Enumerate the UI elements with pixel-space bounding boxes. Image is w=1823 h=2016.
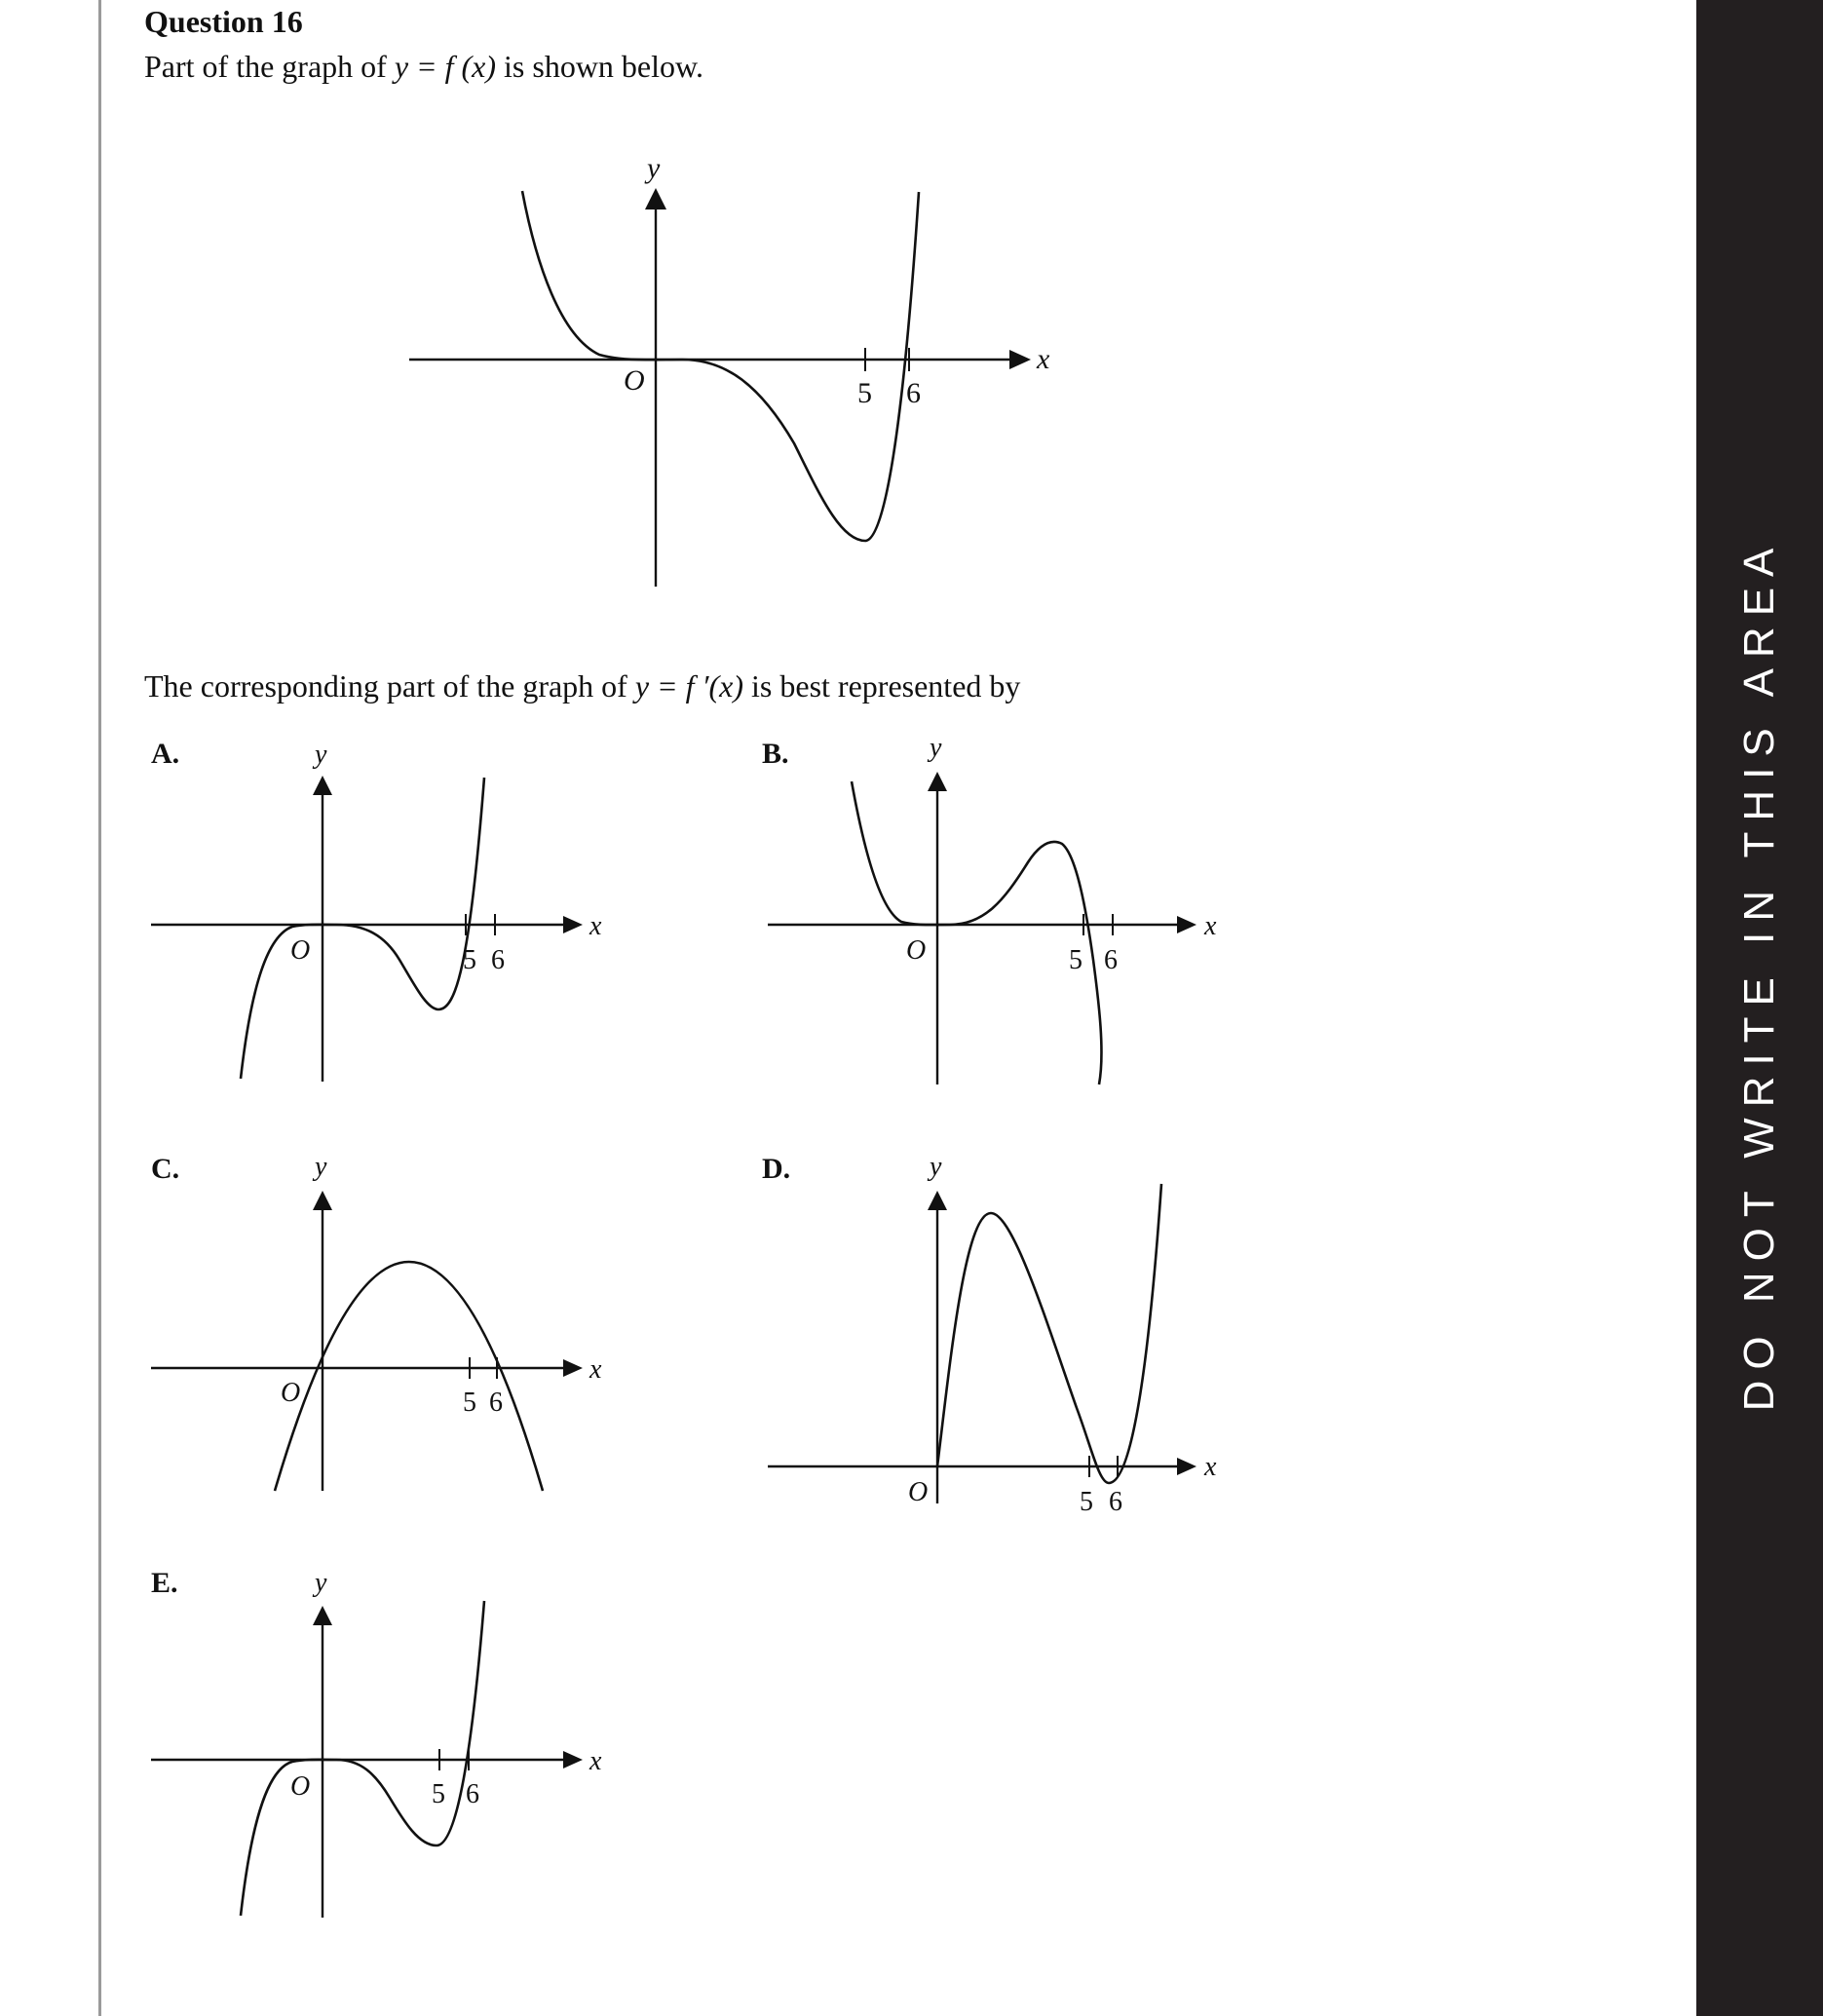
b-x-arrow (1177, 916, 1196, 933)
b-y-arrow (928, 772, 947, 791)
main-x-label: x (1037, 343, 1050, 375)
a-y-arrow (313, 776, 332, 795)
main-curve (522, 191, 919, 541)
option-d-graph[interactable] (760, 1150, 1247, 1520)
stem-suffix: is shown below. (496, 49, 704, 84)
b-origin-label: O (906, 935, 927, 966)
main-y-arrow (645, 188, 666, 209)
a-tick-6-label: 6 (491, 945, 505, 975)
d-y-label: y (930, 1152, 942, 1182)
d-x-arrow (1177, 1458, 1196, 1475)
option-a-label[interactable]: A. (151, 738, 180, 770)
option-e-label[interactable]: E. (151, 1567, 178, 1599)
lead-math: y = f ′(x) (634, 668, 744, 704)
a-x-arrow (563, 916, 583, 933)
c-tick-5-label: 5 (463, 1388, 476, 1418)
e-tick-6-label: 6 (466, 1779, 479, 1809)
e-x-label: x (589, 1746, 602, 1776)
e-curve (241, 1601, 484, 1916)
b-x-label: x (1204, 911, 1217, 941)
e-x-arrow (563, 1751, 583, 1769)
c-y-label: y (315, 1152, 327, 1182)
main-x-arrow (1009, 350, 1031, 369)
option-c-graph[interactable] (146, 1150, 624, 1501)
e-y-label: y (315, 1568, 327, 1598)
a-tick-5-label: 5 (463, 945, 476, 975)
sidebar-text: DO NOT WRITE IN THIS AREA (1735, 537, 1783, 1412)
c-origin-label: O (281, 1378, 301, 1408)
c-tick-6-label: 6 (489, 1388, 503, 1418)
stem-prefix: Part of the graph of (144, 49, 395, 84)
d-tick-5-label: 5 (1080, 1487, 1093, 1517)
a-x-label: x (589, 911, 602, 941)
main-graph (390, 146, 1072, 594)
c-curve (275, 1262, 543, 1491)
do-not-write-sidebar (1696, 0, 1823, 2016)
option-e-graph[interactable] (146, 1559, 624, 1929)
question-title: Question 16 (144, 4, 303, 39)
option-a-graph[interactable] (146, 741, 624, 1091)
c-x-label: x (589, 1354, 602, 1385)
b-curve (852, 781, 1101, 1084)
option-c-label[interactable]: C. (151, 1153, 180, 1185)
b-tick-5-label: 5 (1069, 945, 1082, 975)
stem-math: y = f (x) (394, 49, 497, 84)
main-y-label: y (647, 152, 661, 184)
c-x-arrow (563, 1359, 583, 1377)
question-stem (144, 49, 703, 85)
d-x-label: x (1204, 1452, 1217, 1482)
e-tick-5-label: 5 (432, 1779, 445, 1809)
lead-prefix: The corresponding part of the graph of (144, 668, 635, 704)
d-tick-6-label: 6 (1109, 1487, 1122, 1517)
d-curve (937, 1184, 1161, 1483)
d-y-arrow (928, 1191, 947, 1210)
b-y-label: y (930, 733, 942, 763)
main-tick-6-label: 6 (906, 377, 921, 409)
e-y-arrow (313, 1606, 332, 1625)
a-origin-label: O (290, 935, 311, 966)
page-margin-line (98, 0, 101, 2016)
main-origin-label: O (624, 364, 645, 397)
a-y-label: y (315, 740, 327, 770)
d-origin-label: O (908, 1477, 929, 1507)
question-lead (144, 668, 1020, 704)
lead-suffix: is best represented by (743, 668, 1021, 704)
option-b-label[interactable]: B. (762, 738, 789, 770)
main-tick-5-label: 5 (857, 377, 872, 409)
b-tick-6-label: 6 (1104, 945, 1118, 975)
option-d-label[interactable]: D. (762, 1153, 791, 1185)
c-y-arrow (313, 1191, 332, 1210)
e-origin-label: O (290, 1771, 311, 1802)
option-b-graph[interactable] (760, 731, 1247, 1091)
a-curve (241, 778, 484, 1079)
